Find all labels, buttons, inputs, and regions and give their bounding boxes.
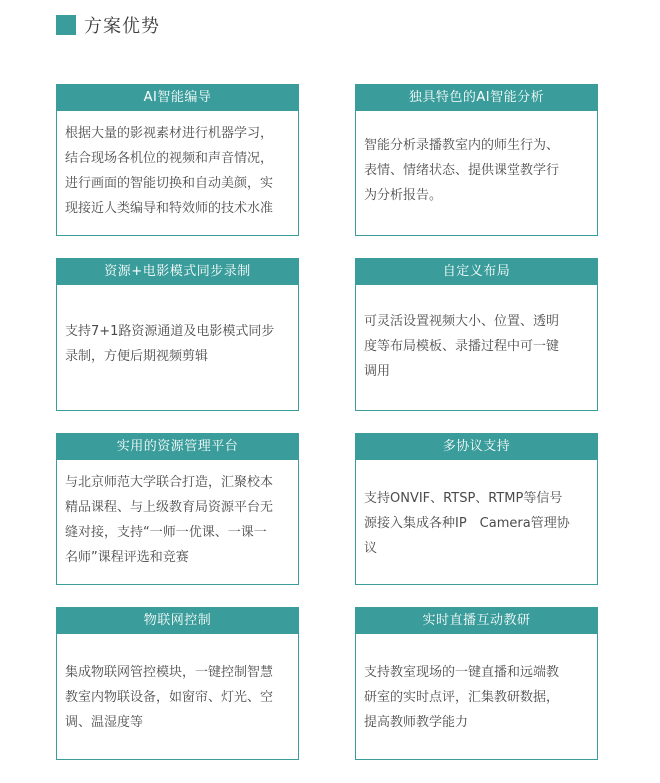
card-line: 现接近人类编导和特效师的技术水准 <box>65 201 274 216</box>
card-line: 缝对接，支持“一师一优课、一课一 <box>65 525 267 540</box>
card-line: 结合现场各机位的视频和声音情况， <box>65 151 274 166</box>
card-body <box>364 309 591 384</box>
section-heading <box>56 13 160 37</box>
card-body <box>65 470 292 570</box>
card-line: 源接入集成各种IP Camera管理协 <box>364 516 570 531</box>
card-title: 实用的资源管理平台 <box>57 434 298 460</box>
card-body <box>364 133 591 208</box>
card-resource-platform <box>56 433 299 585</box>
card-line: 调用 <box>364 364 391 379</box>
card-line: 研室的实时点评，汇集教研数据， <box>364 690 560 705</box>
card-line: 提高教师教学能力 <box>364 715 469 730</box>
card-line: 议 <box>364 541 378 556</box>
card-ai-director <box>56 84 299 236</box>
card-line: 可灵活设置视频大小、位置、透明 <box>364 314 560 329</box>
card-body <box>364 486 591 561</box>
card-title: 自定义布局 <box>356 259 597 285</box>
card-body <box>65 660 292 735</box>
card-line: 支持7+1路资源通道及电影模式同步 <box>65 324 275 339</box>
card-ai-analysis <box>355 84 598 236</box>
card-line: 调、温湿度等 <box>65 715 144 730</box>
card-line: 表情、情绪状态、提供课堂教学行 <box>364 163 560 178</box>
card-line: 支持教室现场的一键直播和远端教 <box>364 665 560 680</box>
card-line: 度等布局模板、录播过程中可一键 <box>364 339 560 354</box>
page-title: 方案优势 <box>84 16 160 37</box>
card-live-teaching-research <box>355 607 598 760</box>
card-line: 集成物联网管控模块，一键控制智慧 <box>65 665 274 680</box>
card-line: 录制，方便后期视频剪辑 <box>65 349 209 364</box>
card-line: 智能分析录播教室内的师生行为、 <box>364 138 560 153</box>
card-title: 独具特色的AI智能分析 <box>356 85 597 111</box>
card-line: 教室内物联设备，如窗帘、灯光、空 <box>65 690 274 705</box>
heading-marker <box>56 15 76 35</box>
card-line: 进行画面的智能切换和自动美颜，实 <box>65 176 274 191</box>
card-title: 实时直播互动教研 <box>356 608 597 634</box>
card-title: AI智能编导 <box>57 85 298 111</box>
card-line: 与北京师范大学联合打造，汇聚校本 <box>65 475 274 490</box>
card-body <box>65 319 292 369</box>
card-iot-control <box>56 607 299 760</box>
card-line: 名师”课程评选和竞赛 <box>65 550 189 565</box>
card-custom-layout <box>355 258 598 411</box>
card-title: 多协议支持 <box>356 434 597 460</box>
card-body <box>364 660 591 735</box>
card-line: 精品课程、与上级教育局资源平台无 <box>65 500 274 515</box>
card-line: 根据大量的影视素材进行机器学习， <box>65 126 274 141</box>
card-sync-recording <box>56 258 299 411</box>
card-title: 物联网控制 <box>57 608 298 634</box>
card-body <box>65 121 292 221</box>
card-multi-protocol <box>355 433 598 585</box>
card-title: 资源+电影模式同步录制 <box>57 259 298 285</box>
card-line: 支持ONVIF、RTSP、RTMP等信号 <box>364 491 563 506</box>
card-line: 为分析报告。 <box>364 188 443 203</box>
